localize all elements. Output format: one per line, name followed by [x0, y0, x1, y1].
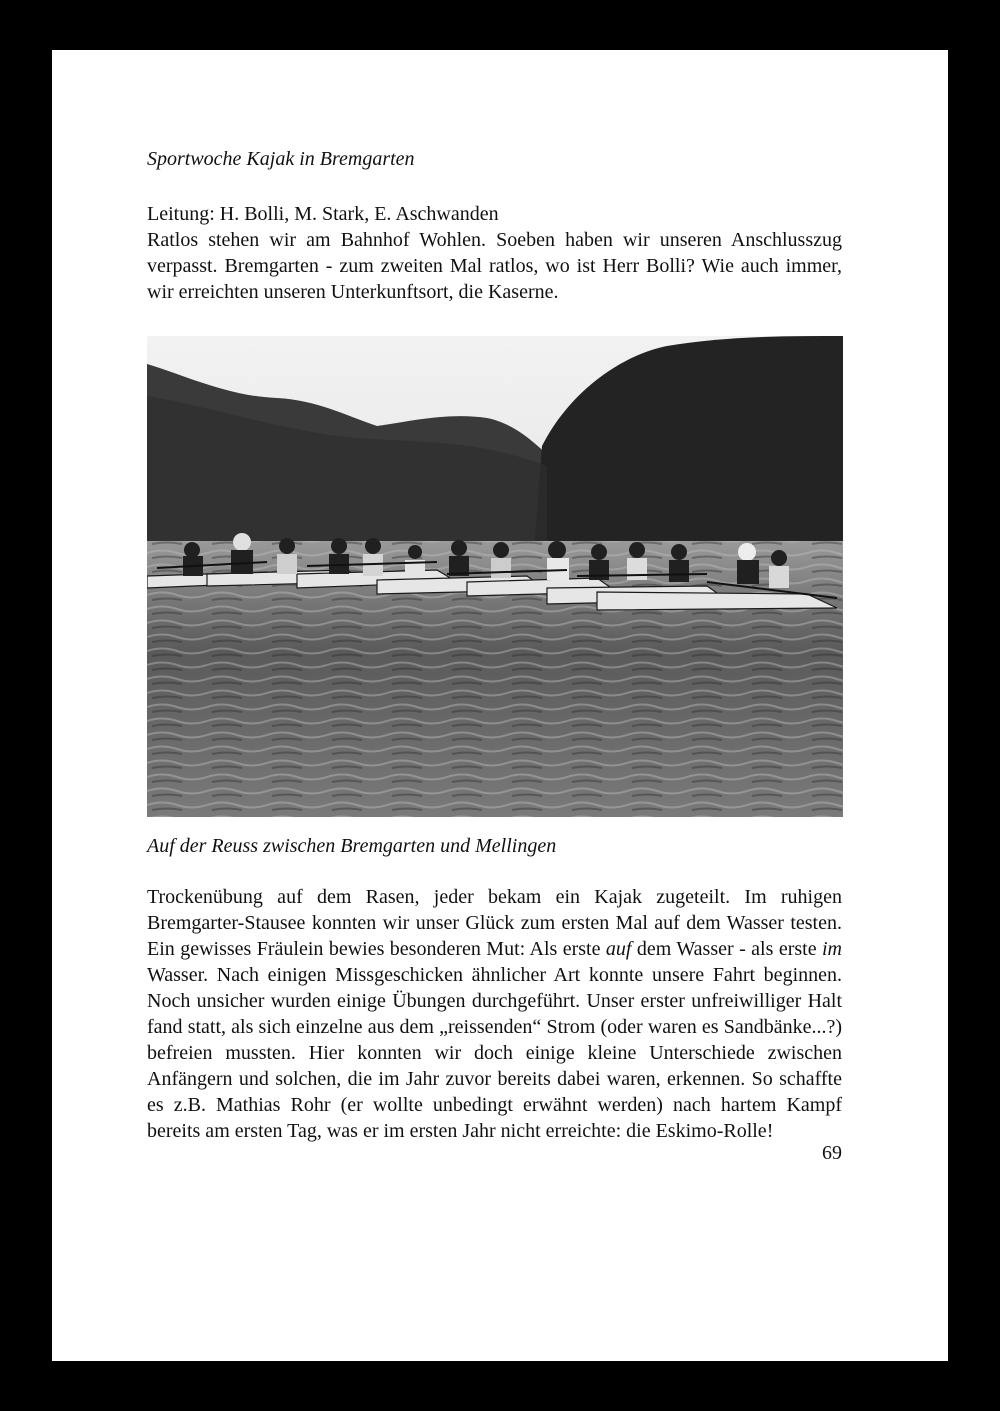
body-emphasis-im: im: [822, 938, 842, 960]
body-text-part-1: Trockenübung auf dem Rasen, jeder bekam ein Kajak zugeteilt. Im ruhigen Bremgarter-Stausee konnten wir unser Glück zum ersten Mal auf dem Wasser testen. Ein gewisses Fräulein bewies besonderen Mut: Als erste: [147, 886, 842, 960]
intro-paragraph: Ratlos stehen wir am Bahnhof Wohlen. Soeben haben wir unseren Anschlusszug verpasst. Bremgarten - zum zweiten Mal ratlos, wo ist Herr Bolli? Wie auch immer, wir erreichten unseren Unterkunftsort, die Kaserne.: [147, 229, 842, 303]
scan-border-bottom: [0, 1361, 1000, 1411]
body-text-part-3: Wasser. Nach einigen Missgeschicken ähnlicher Art konnte unsere Fahrt beginnen. Noch unsicher wurden einige Übungen durchgeführt. Unser erster unfreiwilliger Halt fand statt, als sich einzelne aus dem „reissenden“ Strom (oder waren es Sandbänke...?) befreien mussten. Hier konnten wir doch einige kleine Unterschiede zwischen Anfängern und solchen, die im Jahr zuvor bereits dabei waren, erkennen. So schaffte es z.B. Mathias Rohr (er wollte unbedingt erwähnt werden) nach hartem Kampf bereits am ersten Tag, was er im ersten Jahr nicht erreichte: die Eskimo-Rolle!: [147, 964, 842, 1142]
article-heading: Sportwoche Kajak in Bremgarten: [147, 148, 415, 170]
leitung-line: Leitung: H. Bolli, M. Stark, E. Aschwanden: [147, 203, 499, 225]
scan-border-top: [0, 0, 1000, 50]
body-text-part-2: dem Wasser - als erste: [631, 938, 822, 960]
scan-border-right: [948, 0, 1000, 1411]
page-number: 69: [822, 1142, 842, 1164]
body-paragraph: [147, 884, 842, 1144]
kayak-group-photo: [147, 336, 843, 817]
body-emphasis-auf: auf: [605, 938, 632, 960]
photo-caption: Auf der Reuss zwischen Bremgarten und Mellingen: [147, 835, 557, 857]
scan-border-left: [0, 0, 52, 1411]
